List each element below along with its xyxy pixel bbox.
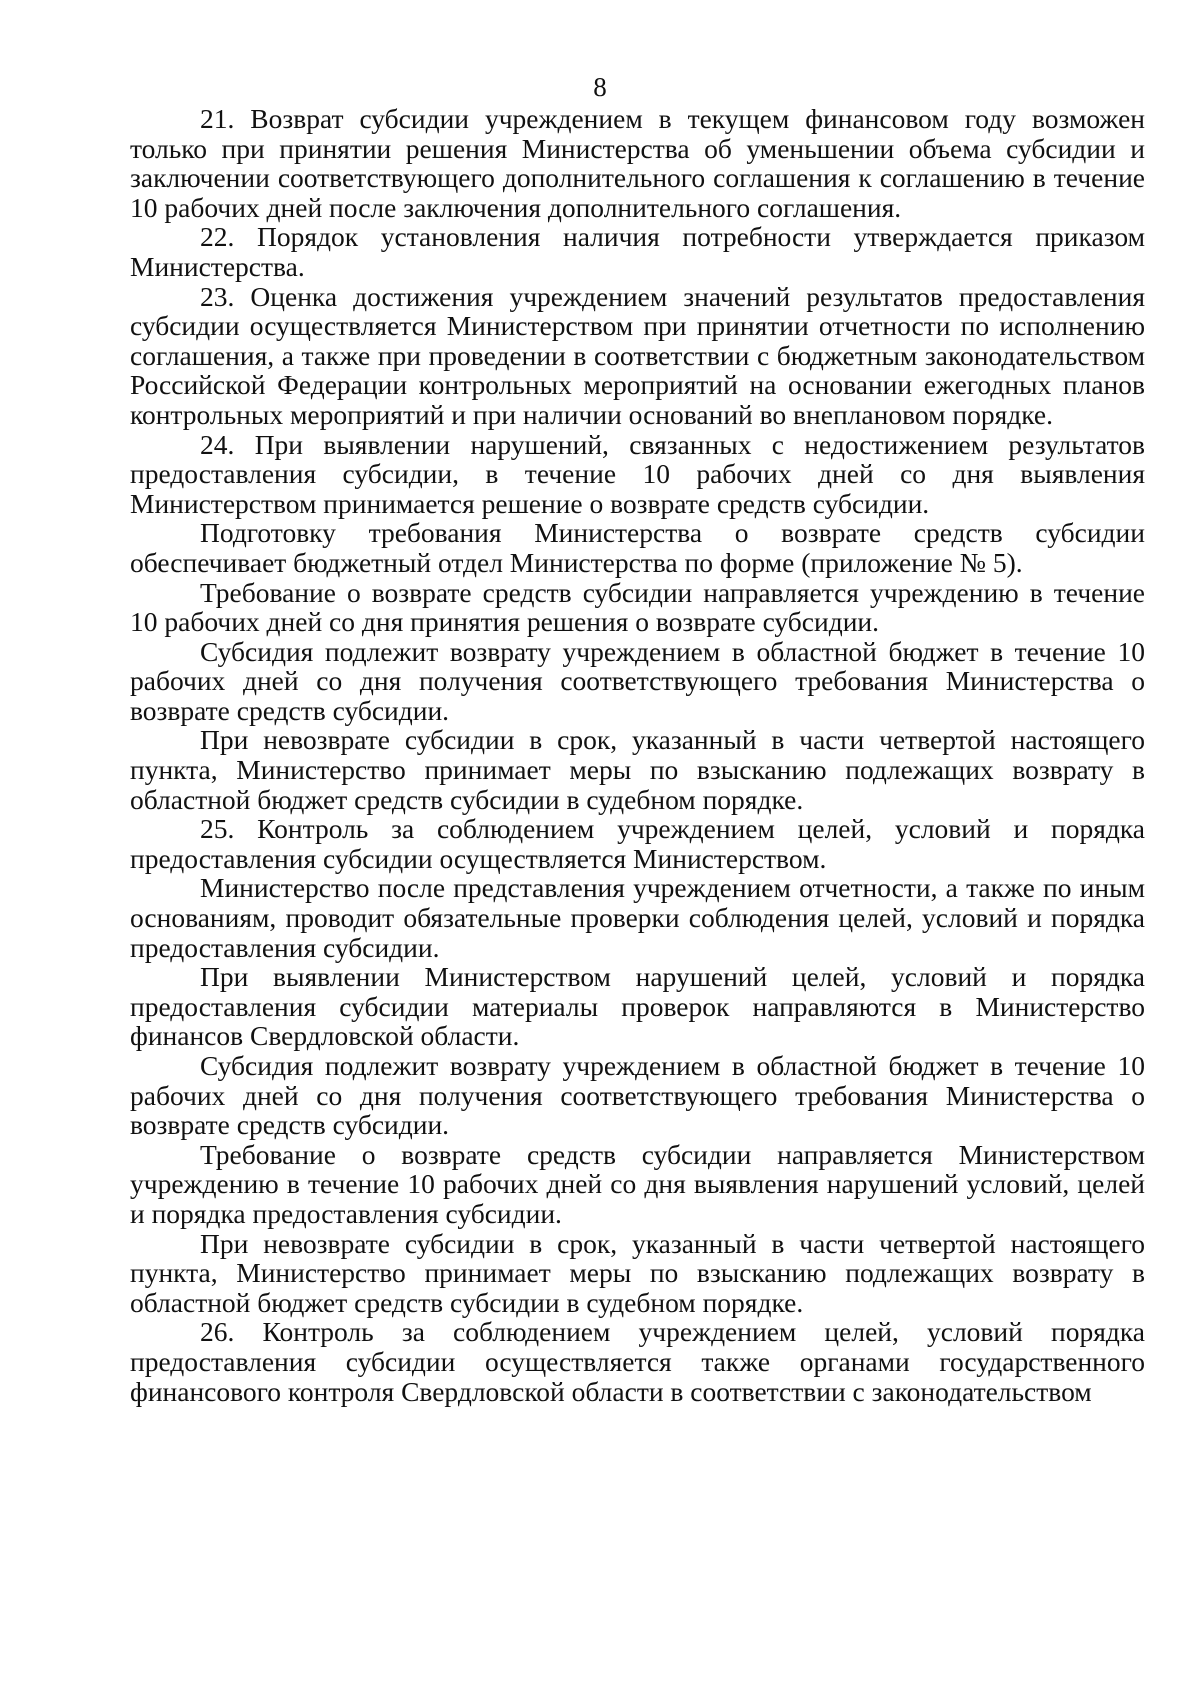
paragraph-24-part-3: Требование о возврате средств субсидии направляется учреждению в течение 10 рабочих дней со дня принятия решения о возврате субсидии. xyxy=(130,576,1145,638)
document-body xyxy=(130,104,1145,1406)
paragraph-24: 24. При выявлении нарушений, связанных с недостижением результатов предоставления субсидии, в течение 10 рабочих дней со дня выявления Министерством принимается решение о возврате средств субсидии. xyxy=(130,428,1145,519)
paragraph-24-part-5: При невозврате субсидии в срок, указанный в части четвертой настоящего пункта, Министерство принимает меры по взысканию подлежащих возврату в областной бюджет средств субсидии в судебном порядке. xyxy=(130,724,1145,815)
paragraph-25-part-5: Требование о возврате средств субсидии направляется Министерством учреждению в течение 10 рабочих дней со дня выявления нарушений условий, целей и порядка предоставления субсидии. xyxy=(130,1138,1145,1229)
paragraph-22: 22. Порядок установления наличия потребности утверждается приказом Министерства. xyxy=(130,221,1145,282)
paragraph-24-part-2: Подготовку требования Министерства о возврате средств субсидии обеспечивает бюджетный отдел Министерства по форме (приложение № 5). xyxy=(130,517,1145,578)
paragraph-23: 23. Оценка достижения учреждением значений результатов предоставления субсидии осуществляется Министерством при принятии отчетности по исполнению соглашения, а также при проведении в соответствии с бюджетным законодательством Российской Федерации контрольных мероприятий на основании ежегодных планов контрольных мероприятий и при наличии оснований во внеплановом порядке. xyxy=(130,280,1145,430)
paragraph-25-part-4: Субсидия подлежит возврату учреждением в областной бюджет в течение 10 рабочих дней со дня получения соответствующего требования Министерства о возврате средств субсидии. xyxy=(130,1050,1145,1141)
paragraph-21: 21. Возврат субсидии учреждением в текущем финансовом году возможен только при принятии решения Министерства об уменьшении объема субсидии и заключении соответствующего дополнительного соглашения к соглашению в течение 10 рабочих дней после заключения дополнительного соглашения. xyxy=(130,103,1145,223)
paragraph-25-part-3: При выявлении Министерством нарушений целей, условий и порядка предоставления субсидии материалы проверок направляются в Министерство финансов Свердловской области. xyxy=(130,961,1145,1052)
paragraph-25-part-6: При невозврате субсидии в срок, указанный в части четвертой настоящего пункта, Министерство принимает меры по взысканию подлежащих возврату в областной бюджет средств субсидии в судебном порядке. xyxy=(130,1227,1145,1318)
paragraph-25-part-2: Министерство после представления учреждением отчетности, а также по иным основаниям, проводит обязательные проверки соблюдения целей, условий и порядка предоставления субсидии. xyxy=(130,872,1145,963)
paragraph-26: 26. Контроль за соблюдением учреждением целей, условий порядка предоставления субсидии осуществляется также органами государственного финансового контроля Свердловской области в соответствии с законодательством xyxy=(130,1316,1145,1407)
page-number: 8 xyxy=(593,72,607,102)
paragraph-25: 25. Контроль за соблюдением учреждением целей, условий и порядка предоставления субсидии осуществляется Министерством. xyxy=(130,813,1145,874)
paragraph-24-part-4: Субсидия подлежит возврату учреждением в областной бюджет в течение 10 рабочих дней со дня получения соответствующего требования Министерства о возврате средств субсидии. xyxy=(130,635,1145,726)
